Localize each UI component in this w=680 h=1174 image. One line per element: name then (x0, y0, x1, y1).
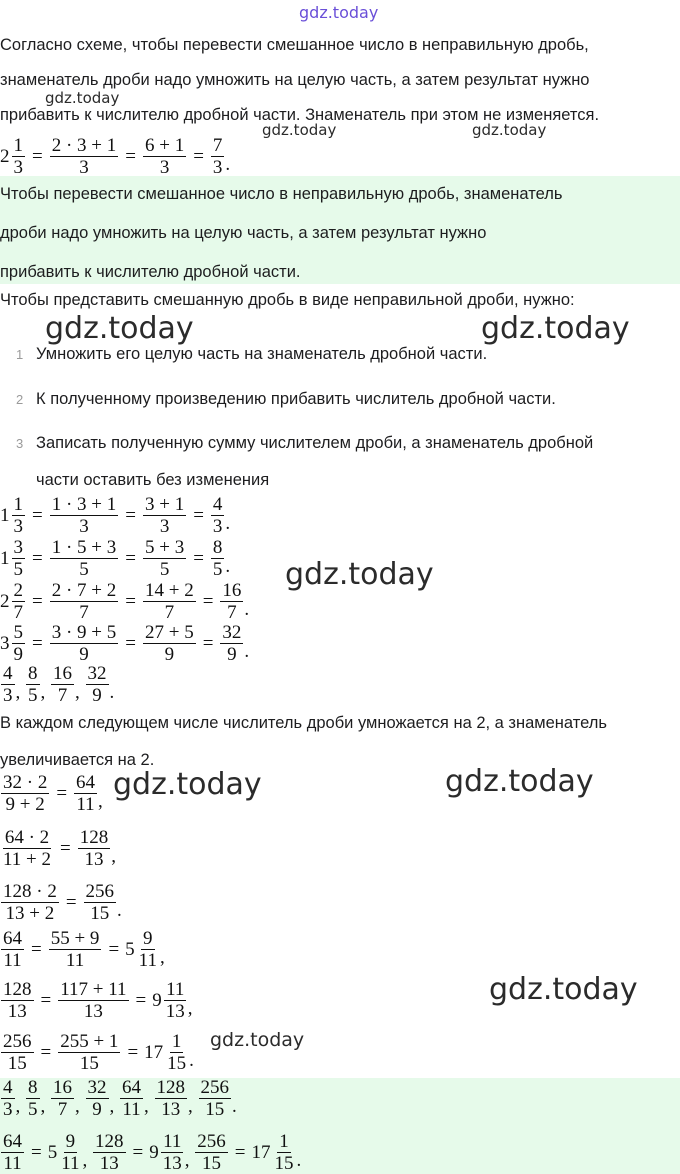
conversion-row: 2 $\frac{2}{7}$ = $\frac{2 \cdot 7 + 2}{7}$ = $\frac{14 + 2}{7}$ = $\frac{16}{7}$ . (0, 580, 250, 623)
conversion-row: 1 $\frac{1}{3}$ = $\frac{1 \cdot 3 + 1}{3}$ = $\frac{3 + 1}{3}$ = $\frac{4}{3}$ . (0, 494, 231, 537)
watermark: gdz.today (445, 764, 594, 799)
watermark: gdz.today (285, 557, 434, 592)
example-equation: 2 $\frac{1}{3}$ = $\frac{2 \cdot 3 + 1}{3}$ = $\frac{6 + 1}{3}$ = $\frac{7}{3}$ . (0, 135, 231, 178)
explanation-line-3: прибавить к числителю дробной части. Знаменатель при этом не изменяется. (0, 106, 600, 124)
pattern-line-1: В каждом следующем числе числитель дроби умножается на 2, а знаменатель (0, 714, 607, 732)
next-term-row: $\frac{32 \cdot 2}{9 + 2}$ = $\frac{64}{11}$ , (3, 772, 103, 815)
step-3-text: Записать полученную сумму числителем дроби, а знаменатель дробной (36, 434, 594, 452)
step-1-number: 1 (16, 347, 24, 362)
answer-sequence: $\frac{4}{3}$ , $\frac{8}{5}$ , $\frac{16}{7}$ , $\frac{32}{9}$ , $\frac{64}{11}$ , $\frac{128}{13}$ , $\frac{256}{15}$ . (3, 1077, 237, 1120)
mixed-conversion-row: $\frac{64}{11}$ = $\frac{55 + 9}{11}$ = 5 $\frac{9}{11}$ , (3, 928, 165, 971)
next-term-row: $\frac{128 \cdot 2}{13 + 2}$ = $\frac{256}{15}$ . (3, 881, 122, 924)
conversion-row: 1 $\frac{3}{5}$ = $\frac{1 \cdot 5 + 3}{5}$ = $\frac{5 + 3}{5}$ = $\frac{8}{5}$ . (0, 537, 231, 580)
mixed-conversion-row: $\frac{256}{15}$ = $\frac{255 + 1}{15}$ = 17 $\frac{1}{15}$ . (3, 1031, 194, 1074)
rule-line-2: дроби надо умножить на целую часть, а затем результат нужно (0, 224, 487, 242)
fraction-list: $\frac{4}{3}$ , $\frac{8}{5}$ , $\frac{16}{7}$ , $\frac{32}{9}$ . (3, 663, 115, 706)
mixed-conversion-row: $\frac{128}{13}$ = $\frac{117 + 11}{13}$ = 9 $\frac{11}{13}$ , (3, 979, 193, 1022)
step-3-number: 3 (16, 436, 24, 451)
pattern-line-2: увеличивается на 2. (0, 751, 155, 769)
watermark: gdz.today (262, 121, 337, 139)
step-3-text-cont: части оставить без изменения (36, 471, 270, 489)
watermark-top: gdz.today (299, 3, 379, 22)
next-term-row: $\frac{64 \cdot 2}{11 + 2}$ = $\frac{128}{13}$ , (3, 827, 116, 870)
watermark: gdz.today (489, 972, 638, 1007)
rule-line-3: прибавить к числителю дробной части. (0, 263, 301, 281)
explanation-line-2: знаменатель дроби надо умножить на целую часть, а затем результат нужно (0, 71, 590, 89)
conversion-row: 3 $\frac{5}{9}$ = $\frac{3 \cdot 9 + 5}{9}$ = $\frac{27 + 5}{9}$ = $\frac{32}{9}$ . (0, 622, 250, 665)
step-2-text: К полученному произведению прибавить числитель дробной части. (36, 390, 556, 408)
step-1-text: Умножить его целую часть на знаменатель дробной части. (36, 345, 488, 363)
step-2-number: 2 (16, 392, 24, 407)
watermark: gdz.today (210, 1029, 305, 1051)
watermark: gdz.today (45, 311, 194, 346)
watermark: gdz.today (481, 311, 630, 346)
rule-line-1: Чтобы перевести смешанное число в неправильную дробь, знаменатель (0, 185, 563, 203)
watermark: gdz.today (45, 89, 120, 107)
watermark: gdz.today (113, 767, 262, 802)
explanation-line-1: Согласно схеме, чтобы перевести смешанное число в неправильную дробь, (0, 36, 589, 54)
answer-mixed-numbers: $\frac{64}{11}$ = 5 $\frac{9}{11}$ , $\frac{128}{13}$ = 9 $\frac{11}{13}$ , $\frac{256}{15}$ = 17 $\frac{1}{15}$ . (3, 1131, 302, 1174)
steps-intro: Чтобы представить смешанную дробь в виде неправильной дроби, нужно: (0, 291, 575, 309)
watermark: gdz.today (472, 121, 547, 139)
